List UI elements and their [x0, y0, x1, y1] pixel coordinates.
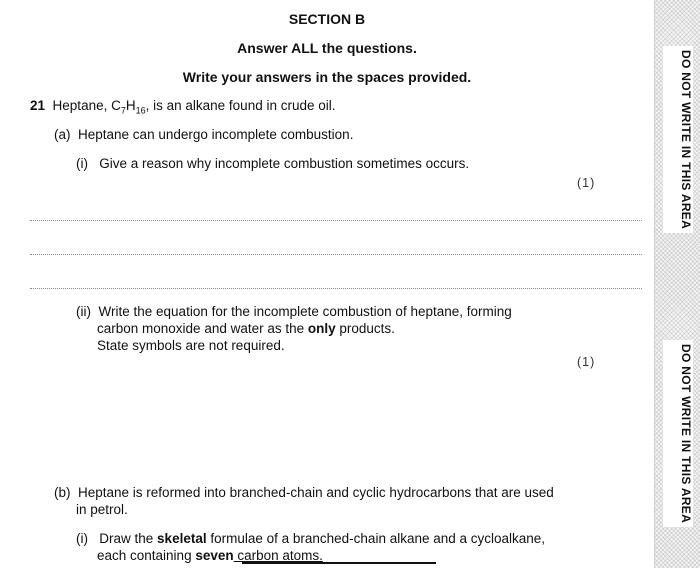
part-b-i-seven: seven	[195, 548, 234, 563]
part-b-i-line2	[97, 548, 323, 563]
part-b-i-line1	[76, 531, 545, 546]
q21-intro-end: , is an alkane found in crude oil.	[145, 98, 336, 113]
part-b-label: (b)	[54, 485, 71, 500]
part-a-i-label: (i)	[76, 156, 88, 171]
part-a-ii-line1	[76, 304, 512, 319]
instruction-answer-all: Answer ALL the questions.	[237, 40, 417, 56]
part-a-ii-text1: Write the equation for the incomplete combustion of heptane, forming	[98, 304, 512, 319]
part-a-i-text: Give a reason why incomplete combustion sometimes occurs.	[99, 156, 470, 171]
subscript-16: 16	[135, 105, 146, 116]
part-a-text: Heptane can undergo incomplete combustion.	[78, 127, 354, 142]
part-b-i-skeletal: skeletal	[157, 531, 207, 546]
marks-a-i: (1)	[577, 176, 596, 190]
part-b-i-text2a: each containing	[97, 548, 196, 563]
marks-a-ii: (1)	[577, 355, 596, 369]
section-title: SECTION B	[288, 11, 366, 27]
part-a-ii-label: (ii)	[76, 304, 91, 319]
part-a	[54, 127, 353, 142]
part-b-i-text1b: formulae of a branched-chain alkane and a cycloalkane,	[206, 531, 546, 546]
part-a-ii-text2b: products.	[335, 321, 395, 336]
q21-intro: Heptane, C	[52, 98, 121, 113]
answer-line-1[interactable]	[30, 220, 642, 221]
page-cut-line	[242, 562, 436, 564]
instruction-write-answers: Write your answers in the spaces provided.	[182, 69, 472, 85]
part-a-ii-text2a: carbon monoxide and water as the	[97, 321, 308, 336]
part-a-ii-only: only	[307, 321, 336, 336]
part-b-text1: Heptane is reformed into branched-chain and cyclic hydrocarbons that are used	[78, 485, 554, 500]
formula-h: H	[125, 98, 136, 113]
part-a-ii-line2	[97, 321, 395, 336]
part-b-i-text2b: carbon atoms.	[233, 548, 323, 563]
question-number: 21	[30, 98, 46, 113]
question-21-stem	[30, 98, 336, 116]
answer-line-3[interactable]	[30, 288, 642, 289]
part-a-label: (a)	[54, 127, 71, 142]
do-not-write-margin	[654, 0, 700, 568]
answer-line-2[interactable]	[30, 254, 642, 255]
part-b-i-label: (i)	[76, 531, 88, 546]
part-b-line2: in petrol.	[76, 502, 128, 517]
part-a-i	[76, 156, 469, 171]
part-a-ii-line3: State symbols are not required.	[97, 338, 285, 353]
part-b-line1	[54, 485, 554, 500]
subscript-7: 7	[120, 105, 126, 116]
answer-area-a-ii[interactable]	[30, 375, 642, 475]
margin-warning-top: DO NOT WRITE IN THIS AREA	[663, 46, 693, 233]
margin-warning-bottom: DO NOT WRITE IN THIS AREA	[663, 340, 693, 527]
part-b-i-text1a: Draw the	[99, 531, 158, 546]
